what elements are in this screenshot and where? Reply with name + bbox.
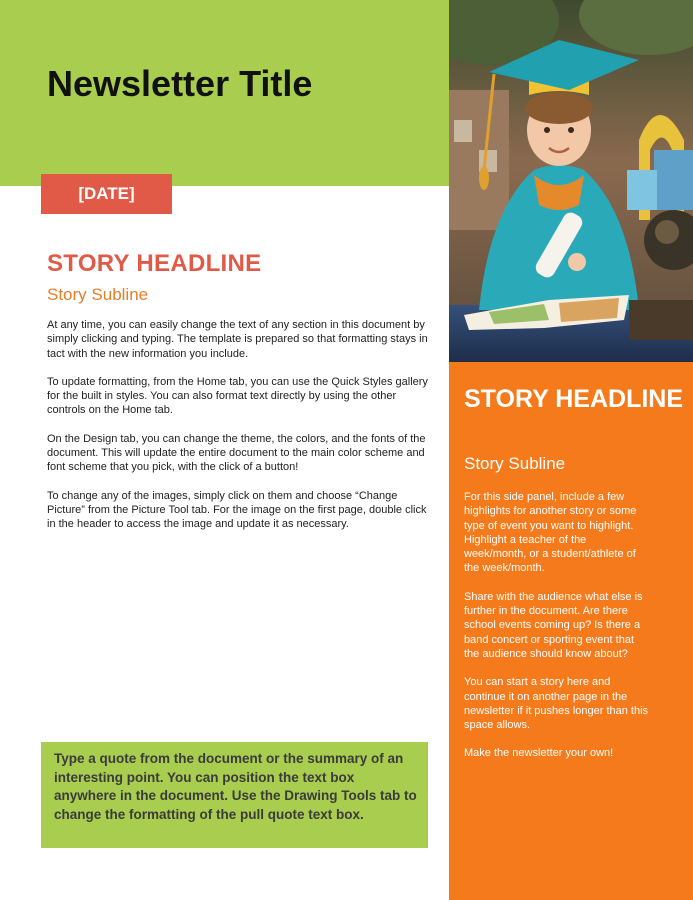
main-story-paragraph[interactable]: At any time, you can easily change the text of any section in this document by simply clicking and typing. The template is prepared so that formatting stays in tact with the new information you include. xyxy=(47,319,428,360)
side-story-body[interactable] xyxy=(464,490,649,775)
side-story-subline[interactable]: Story Subline xyxy=(464,454,566,473)
side-story-paragraph[interactable]: Share with the audience what else is further in the document. Are there school events coming up? Is there a band concert or sporting event that the audience should know about? xyxy=(464,590,643,660)
side-story-paragraph[interactable]: Make the newsletter your own! xyxy=(464,747,614,760)
main-story-body[interactable] xyxy=(47,318,435,546)
date-badge[interactable]: [DATE] xyxy=(41,174,172,214)
pull-quote-box[interactable]: Type a quote from the document or the summary of an interesting point. You can position the text box anywhere in the document. Use the Drawing Tools tab to change the formatting of the pull quote text box. xyxy=(41,742,428,848)
side-story-paragraph[interactable]: For this side panel, include a few highlights for another story or some type of event you want to highlight. Highlight a teacher of the week/month, or a student/athlete of the week/month. xyxy=(464,491,637,575)
graduate-child-photo[interactable] xyxy=(449,0,693,362)
main-story-paragraph[interactable]: To change any of the images, simply click on them and choose “Change Picture” from the Picture Tool tab. For the image on the first page, double click in the header to access the image and update it as necessary. xyxy=(47,489,427,531)
main-story-paragraph[interactable]: On the Design tab, you can change the theme, the colors, and the fonts of the document. This will update the entire document to the main color scheme and font scheme that you pick, with the click of a button! xyxy=(47,432,426,474)
side-story-headline[interactable]: STORY HEADLINE xyxy=(464,385,684,413)
main-story-paragraph[interactable]: To update formatting, from the Home tab, you can use the Quick Styles gallery for the built in styles. You can also format text directly by using the other controls on the Home tab. xyxy=(47,375,428,417)
main-story-subline[interactable]: Story Subline xyxy=(47,285,149,304)
side-story-paragraph[interactable]: You can start a story here and continue it on another page in the newsletter if it pushes longer than this space allows. xyxy=(464,676,649,732)
newsletter-title[interactable]: Newsletter Title xyxy=(47,63,313,104)
main-story-headline[interactable]: STORY HEADLINE xyxy=(47,250,262,277)
side-panel xyxy=(449,362,693,900)
